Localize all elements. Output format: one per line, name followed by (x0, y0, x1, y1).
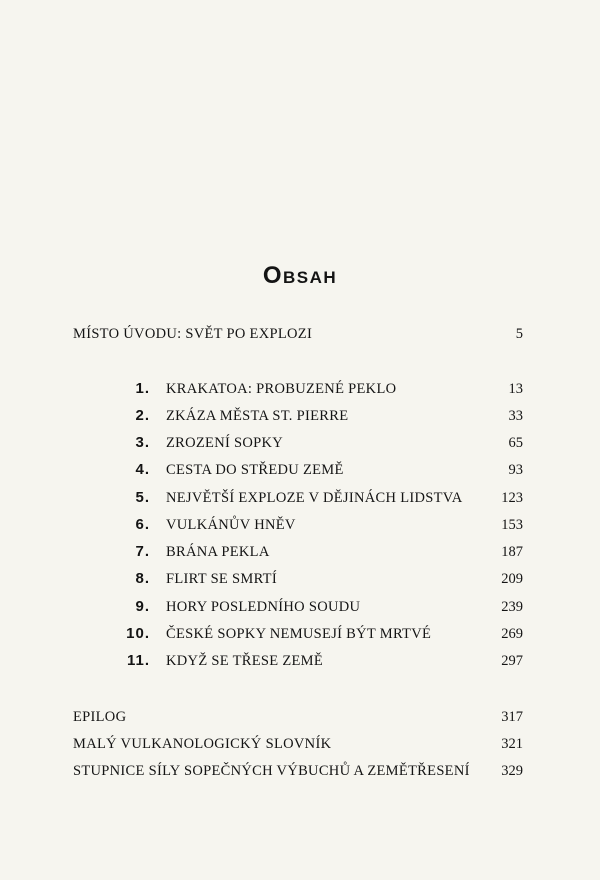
toc-chapter (0, 408, 600, 430)
chapter-number: 11. (126, 652, 150, 669)
chapter-number: 5. (135, 489, 150, 506)
chapter-page: 269 (501, 626, 523, 642)
chapter-number: 3. (135, 434, 150, 451)
toc-chapter (0, 599, 600, 621)
chapter-number: 10. (126, 625, 150, 642)
toc-entry-label: STUPNICE SÍLY SOPEČNÝCH VÝBUCHŮ A ZEMĚTŘESENÍ (73, 763, 470, 779)
chapter-number: 1. (135, 380, 150, 397)
chapter-number: 7. (135, 543, 150, 560)
toc-chapter (0, 544, 600, 566)
toc-entry-glossary (0, 736, 600, 758)
chapter-title: ZKÁZA MĚSTA ST. PIERRE (166, 408, 349, 424)
toc-chapter (0, 571, 600, 593)
chapter-title: ČESKÉ SOPKY NEMUSEJÍ BÝT MRTVÉ (166, 626, 432, 642)
toc-chapter (0, 435, 600, 457)
toc-entry-epilog (0, 709, 600, 731)
toc-entry-label: EPILOG (73, 709, 127, 725)
chapter-number: 4. (135, 461, 150, 478)
toc-chapter (0, 653, 600, 675)
chapter-number: 2. (135, 407, 150, 424)
toc-entry-scales (0, 763, 600, 785)
toc-entry-intro (0, 326, 600, 348)
chapter-title: KDYŽ SE TŘESE ZEMĚ (166, 653, 323, 669)
chapter-number: 8. (135, 570, 150, 587)
chapter-title: HORY POSLEDNÍHO SOUDU (166, 599, 361, 615)
chapter-page: 187 (501, 544, 523, 560)
toc-entry-page: 321 (501, 736, 523, 752)
chapter-page: 93 (508, 462, 523, 478)
chapter-page: 153 (501, 517, 523, 533)
chapter-page: 123 (501, 490, 523, 506)
chapter-title: NEJVĚTŠÍ EXPLOZE V DĚJINÁCH LIDSTVA (166, 490, 463, 506)
chapter-page: 209 (501, 571, 523, 587)
chapter-page: 33 (508, 408, 523, 424)
chapter-title: ZROZENÍ SOPKY (166, 435, 284, 451)
chapter-number: 6. (135, 516, 150, 533)
chapter-page: 297 (501, 653, 523, 669)
chapter-page: 65 (508, 435, 523, 451)
chapter-title: BRÁNA PEKLA (166, 544, 270, 560)
chapter-title: KRAKATOA: PROBUZENÉ PEKLO (166, 381, 397, 397)
chapter-number: 9. (135, 598, 150, 615)
page-title: Obsah (262, 262, 338, 289)
chapter-title: FLIRT SE SMRTÍ (166, 571, 277, 587)
toc-entry-page: 5 (515, 326, 523, 342)
chapter-title: CESTA DO STŘEDU ZEMĚ (166, 462, 344, 478)
chapter-page: 13 (508, 381, 523, 397)
toc-chapter (0, 462, 600, 484)
toc-chapter (0, 517, 600, 539)
toc-entry-label: MÍSTO ÚVODU: SVĚT PO EXPLOZI (73, 326, 313, 342)
toc-entry-label: MALÝ VULKANOLOGICKÝ SLOVNÍK (73, 736, 332, 752)
toc-chapter (0, 626, 600, 648)
toc-chapter (0, 381, 600, 403)
toc-chapter (0, 490, 600, 512)
chapter-page: 239 (501, 599, 523, 615)
toc-entry-page: 329 (501, 763, 523, 779)
toc-entry-page: 317 (501, 709, 523, 725)
chapter-title: VULKÁNŮV HNĚV (166, 517, 296, 533)
